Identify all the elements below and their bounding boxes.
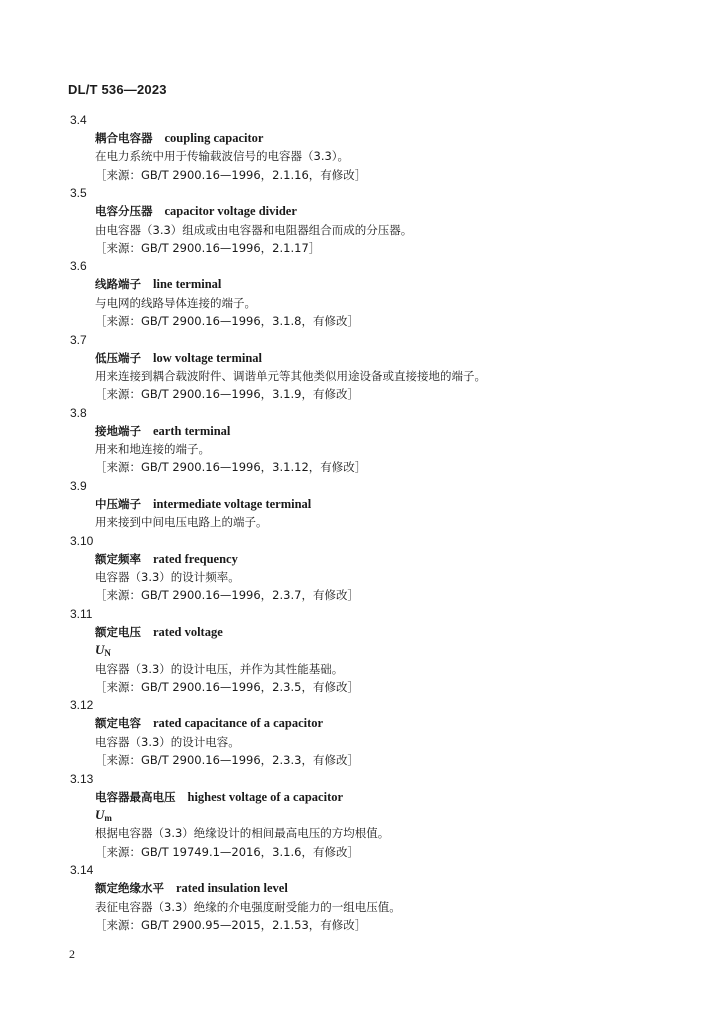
page-number: 2 <box>69 947 75 961</box>
term-definition: 由电容器（3.3）组成或由电容器和电阻器组合而成的分压器。 <box>95 222 413 237</box>
term-english: rated voltage <box>153 624 223 639</box>
symbol-line <box>70 806 670 824</box>
term-definition: 根据电容器（3.3）绝缘设计的相间最高电压的方均根值。 <box>95 826 390 841</box>
term-chinese: 耦合电容器 <box>95 131 153 145</box>
term-source: ［来源：GB/T 2900.16—1996，3.1.12，有修改］ <box>95 460 367 475</box>
term-entry <box>70 404 670 477</box>
term-english: coupling capacitor <box>164 131 264 145</box>
term-line <box>70 275 670 293</box>
symbol-letter: U <box>95 642 105 658</box>
term-entry <box>70 532 670 605</box>
term-source: ［来源：GB/T 2900.16—1996，2.3.3，有修改］ <box>95 753 359 768</box>
term-definition: 电容器（3.3）的设计电容。 <box>95 734 240 749</box>
term-definition: 电容器（3.3）的设计电压，并作为其性能基础。 <box>95 661 344 676</box>
term-chinese: 额定绝缘水平 <box>95 881 164 896</box>
term-chinese: 电容器最高电压 <box>95 789 176 804</box>
term-entry <box>70 331 670 404</box>
terms-list <box>70 111 670 934</box>
term-source: ［来源：GB/T 2900.95—2015，2.1.53，有修改］ <box>95 917 367 932</box>
term-line <box>70 714 670 732</box>
term-chinese: 接地端子 <box>95 423 141 438</box>
term-english: rated capacitance of a capacitor <box>153 716 324 731</box>
clause-number: 3.9 <box>70 478 87 493</box>
term-line <box>70 202 670 220</box>
term-english: earth terminal <box>153 423 231 438</box>
term-definition: 电容器（3.3）的设计频率。 <box>95 570 240 585</box>
term-line <box>70 788 670 806</box>
term-source: ［来源：GB/T 2900.16—1996，2.3.7，有修改］ <box>95 588 359 603</box>
term-entry <box>70 696 670 769</box>
term-entry <box>70 184 670 257</box>
term-entry <box>70 861 670 934</box>
term-definition: 在电力系统中用于传输载波信号的电容器（3.3）。 <box>95 149 350 164</box>
term-source: ［来源：GB/T 2900.16—1996，2.1.16，有修改］ <box>95 167 367 182</box>
term-chinese: 额定电容 <box>95 716 141 731</box>
term-english: low voltage terminal <box>153 350 263 365</box>
symbol-subscript: N <box>104 648 111 659</box>
term-entry <box>70 605 670 697</box>
term-english: capacitor voltage divider <box>164 204 297 219</box>
term-definition: 用来和地连接的端子。 <box>95 442 210 457</box>
term-english: rated frequency <box>153 551 238 566</box>
term-entry <box>70 111 670 184</box>
symbol-line <box>70 641 670 659</box>
symbol-letter: U <box>95 806 105 822</box>
clause-number: 3.4 <box>70 113 87 127</box>
clause-number: 3.10 <box>70 533 94 548</box>
symbol-subscript: m <box>104 812 112 823</box>
term-english: rated insulation level <box>176 881 288 896</box>
term-chinese: 中压端子 <box>95 496 141 511</box>
term-source: ［来源：GB/T 2900.16—1996，2.3.5，有修改］ <box>95 679 359 694</box>
term-line <box>70 495 670 513</box>
term-definition: 与电网的线路导体连接的端子。 <box>95 295 256 310</box>
term-line <box>70 623 670 641</box>
clause-number: 3.7 <box>70 332 87 347</box>
clause-number: 3.11 <box>70 606 93 621</box>
term-entry <box>70 257 670 330</box>
term-source: ［来源：GB/T 2900.16—1996，2.1.17］ <box>95 240 321 255</box>
term-definition: 表征电容器（3.3）绝缘的介电强度耐受能力的一组电压值。 <box>95 899 401 914</box>
term-chinese: 低压端子 <box>95 350 141 365</box>
term-entry <box>70 477 670 532</box>
term-line <box>70 550 670 568</box>
standard-number-header: DL/T 536—2023 <box>68 82 167 97</box>
term-chinese: 额定频率 <box>95 551 141 566</box>
clause-number: 3.14 <box>70 863 94 878</box>
term-symbol <box>95 807 112 822</box>
term-line <box>70 349 670 367</box>
term-chinese: 线路端子 <box>95 277 141 292</box>
term-definition: 用来接到中间电压电路上的端子。 <box>95 515 268 530</box>
clause-number: 3.13 <box>70 771 94 786</box>
term-entry <box>70 770 670 862</box>
term-symbol <box>95 642 111 657</box>
term-definition: 用来连接到耦合载波附件、调谐单元等其他类似用途设备或直接接地的端子。 <box>95 368 486 383</box>
term-english: intermediate voltage terminal <box>153 496 312 511</box>
term-line <box>70 879 670 897</box>
term-english: line terminal <box>153 277 222 292</box>
term-line <box>70 129 670 147</box>
term-chinese: 电容分压器 <box>95 204 153 219</box>
term-line <box>70 422 670 440</box>
clause-number: 3.8 <box>70 405 87 420</box>
clause-number: 3.5 <box>70 186 87 201</box>
term-chinese: 额定电压 <box>95 624 141 639</box>
clause-number: 3.12 <box>70 698 94 713</box>
term-english: highest voltage of a capacitor <box>187 789 344 804</box>
term-source: ［来源：GB/T 2900.16—1996，3.1.9，有修改］ <box>95 387 359 402</box>
term-source: ［来源：GB/T 19749.1—2016，3.1.6，有修改］ <box>95 844 359 859</box>
clause-number: 3.6 <box>70 259 87 274</box>
term-source: ［来源：GB/T 2900.16—1996，3.1.8，有修改］ <box>95 314 359 329</box>
